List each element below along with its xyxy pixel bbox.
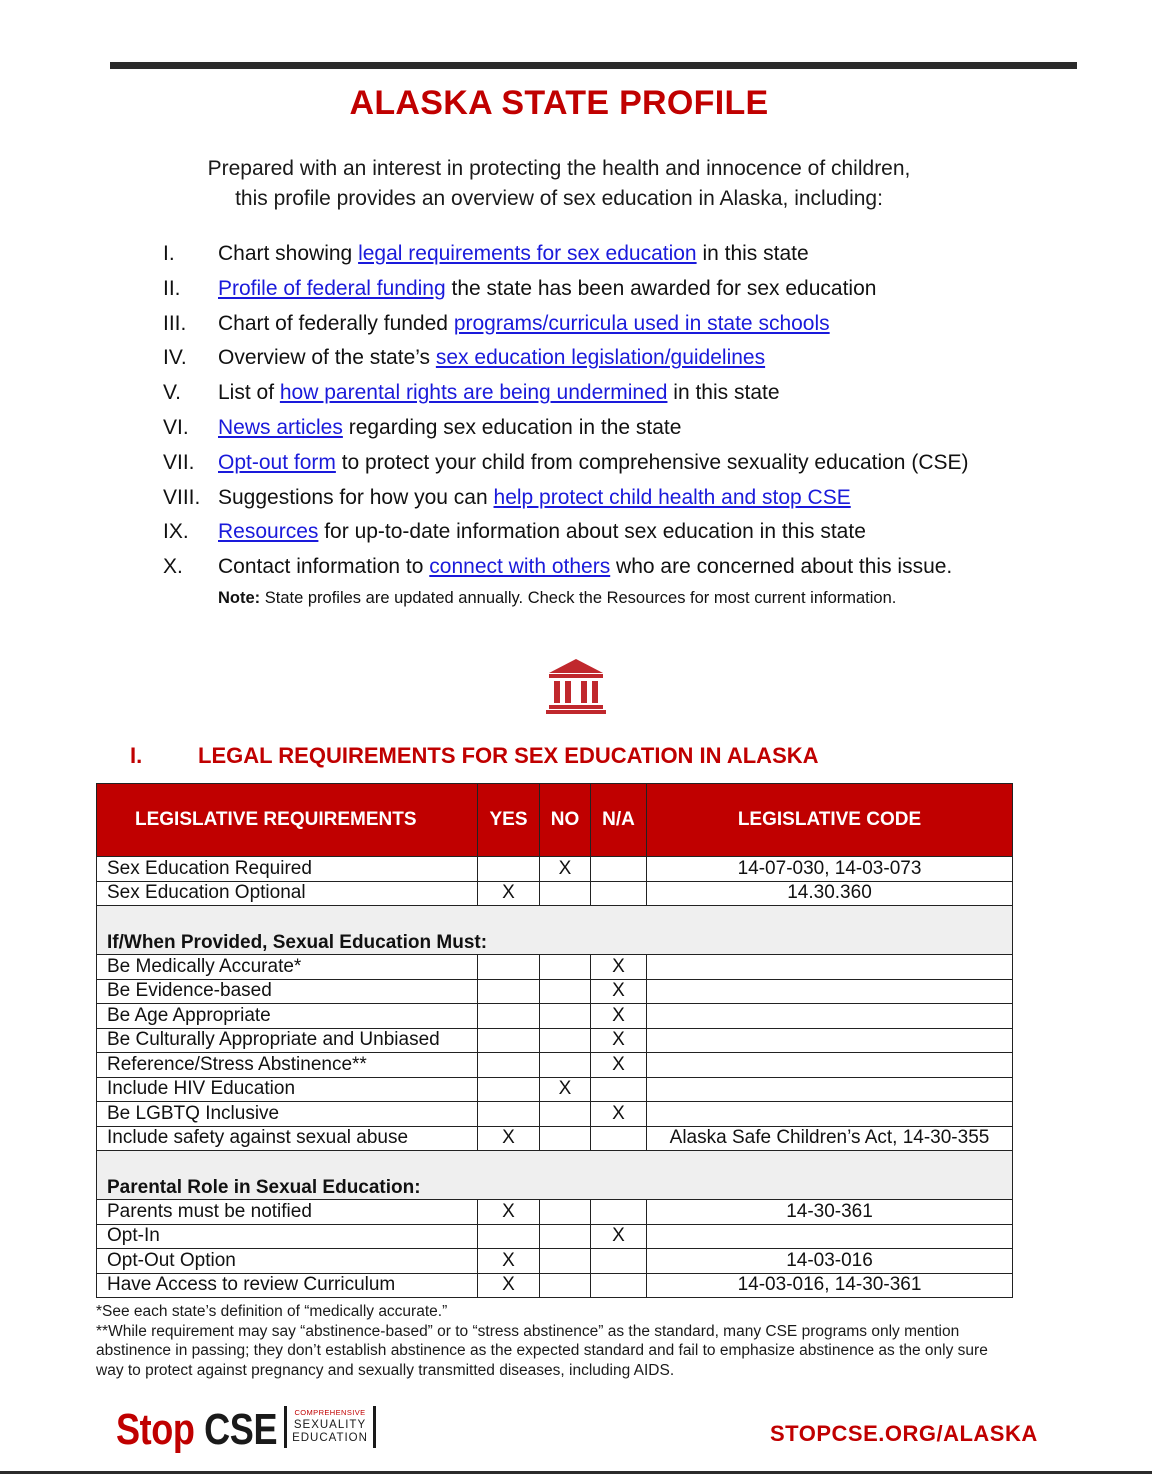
table-of-contents xyxy=(163,240,1063,588)
na-cell xyxy=(591,1126,647,1151)
na-cell: X xyxy=(591,955,647,980)
requirement-cell: Be LGBTQ Inclusive xyxy=(97,1102,478,1127)
no-cell xyxy=(540,1249,591,1274)
table-row xyxy=(97,1249,1013,1274)
na-cell: X xyxy=(591,979,647,1004)
group-label: Parental Role in Sexual Education: xyxy=(97,1151,1013,1200)
site-url[interactable]: STOPCSE.ORG/ALASKA xyxy=(770,1421,1038,1446)
requirement-cell: Opt-In xyxy=(97,1224,478,1249)
yes-cell xyxy=(478,1028,540,1053)
header-requirements: LEGISLATIVE REQUIREMENTS xyxy=(97,784,478,857)
requirements-table xyxy=(96,783,1013,1298)
note-label: Note: xyxy=(218,589,261,607)
note-text: State profiles are updated annually. Check the Resources for most current information. xyxy=(260,589,897,607)
no-cell xyxy=(540,881,591,906)
logo-stop: Stop xyxy=(116,1405,195,1454)
toc-pre: Chart of federally funded xyxy=(218,311,454,335)
requirement-cell: Be Age Appropriate xyxy=(97,1004,478,1029)
no-cell: X xyxy=(540,1077,591,1102)
na-cell xyxy=(591,857,647,882)
toc-number: VI. xyxy=(163,415,189,439)
table-row xyxy=(97,857,1013,882)
table-group-row xyxy=(97,906,1013,955)
no-cell xyxy=(540,979,591,1004)
logo-cse: CSE xyxy=(204,1405,278,1454)
toc-number: IX. xyxy=(163,520,189,544)
na-cell xyxy=(591,1200,647,1225)
yes-cell: X xyxy=(478,1126,540,1151)
table-row xyxy=(97,1028,1013,1053)
bottom-rule xyxy=(0,1471,1152,1474)
toc-number: VII. xyxy=(163,450,195,474)
toc-pre: Suggestions for how you can xyxy=(218,485,494,509)
code-cell xyxy=(647,1077,1013,1102)
na-cell xyxy=(591,1273,647,1298)
na-cell: X xyxy=(591,1004,647,1029)
toc-item xyxy=(163,414,1063,449)
toc-post: in this state xyxy=(696,242,809,265)
table-header-row xyxy=(97,784,1013,857)
code-cell xyxy=(647,979,1013,1004)
toc-link[interactable]: Resources xyxy=(218,520,319,544)
code-cell: 14-03-016 xyxy=(647,1249,1013,1274)
no-cell xyxy=(540,955,591,980)
toc-link[interactable]: Profile of federal funding xyxy=(218,276,446,300)
toc-text xyxy=(218,379,780,407)
no-cell xyxy=(540,1126,591,1151)
logo-line-3: EDUCATION xyxy=(292,1432,368,1444)
logo-bracket xyxy=(284,1406,376,1448)
requirement-cell: Have Access to review Curriculum xyxy=(97,1273,478,1298)
yes-cell xyxy=(478,1102,540,1127)
toc-number: X. xyxy=(163,555,183,579)
toc-link[interactable]: help protect child health and stop CSE xyxy=(493,485,851,509)
table-row xyxy=(97,979,1013,1004)
toc-post: in this state xyxy=(667,381,780,405)
toc-pre: Chart showing xyxy=(218,242,359,265)
code-cell xyxy=(647,1053,1013,1078)
toc-item xyxy=(163,275,1063,310)
toc-link[interactable]: sex education legislation/guidelines xyxy=(435,346,766,370)
no-cell xyxy=(540,1200,591,1225)
requirement-cell: Be Medically Accurate* xyxy=(97,955,478,980)
courthouse-icon xyxy=(545,657,607,715)
no-cell: X xyxy=(540,857,591,882)
header-code: LEGISLATIVE CODE xyxy=(647,784,1013,857)
toc-number: IV. xyxy=(163,346,187,370)
yes-cell: X xyxy=(478,1200,540,1225)
footnote-1: *See each state’s definition of “medically accurate.” xyxy=(96,1303,448,1320)
toc-text xyxy=(218,414,681,442)
code-cell: 14-07-030, 14-03-073 xyxy=(647,857,1013,882)
toc-item xyxy=(163,310,1063,345)
requirement-cell: Be Evidence-based xyxy=(97,979,478,1004)
logo-wordmark xyxy=(116,1405,277,1455)
yes-cell xyxy=(478,955,540,980)
logo-line-1: COMPREHENSIVE xyxy=(294,1408,366,1417)
toc-pre: Overview of the state’s xyxy=(218,346,436,370)
table-group-row xyxy=(97,1151,1013,1200)
table-row xyxy=(97,1053,1013,1078)
toc-text xyxy=(218,518,866,546)
requirement-cell: Include HIV Education xyxy=(97,1077,478,1102)
toc-number: V. xyxy=(163,381,181,405)
yes-cell xyxy=(478,979,540,1004)
code-cell: 14.30.360 xyxy=(647,881,1013,906)
requirement-cell: Be Culturally Appropriate and Unbiased xyxy=(97,1028,478,1053)
toc-link[interactable]: legal requirements for sex education xyxy=(358,242,697,265)
yes-cell: X xyxy=(478,1249,540,1274)
no-cell xyxy=(540,1224,591,1249)
toc-text xyxy=(218,240,809,268)
group-label: If/When Provided, Sexual Education Must: xyxy=(97,906,1013,955)
toc-text xyxy=(218,484,851,512)
table-row xyxy=(97,1102,1013,1127)
requirement-cell: Reference/Stress Abstinence** xyxy=(97,1053,478,1078)
logo-line-2: SEXUALITY xyxy=(293,1419,367,1431)
note xyxy=(218,589,896,608)
toc-post: who are concerned about this issue. xyxy=(610,555,953,579)
stopcse-logo xyxy=(116,1402,368,1458)
toc-item xyxy=(163,484,1063,519)
requirement-cell: Include safety against sexual abuse xyxy=(97,1126,478,1151)
yes-cell xyxy=(478,1004,540,1029)
toc-post: regarding sex education in the state xyxy=(342,415,682,439)
code-cell xyxy=(647,1224,1013,1249)
toc-post: to protect your child from comprehensive sexuality education (CSE) xyxy=(335,450,969,474)
toc-text xyxy=(218,449,969,477)
na-cell: X xyxy=(591,1053,647,1078)
no-cell xyxy=(540,1028,591,1053)
code-cell: 14-03-016, 14-30-361 xyxy=(647,1273,1013,1298)
toc-number: VIII. xyxy=(163,485,201,509)
toc-item xyxy=(163,518,1063,553)
toc-text xyxy=(218,275,876,303)
code-cell xyxy=(647,1004,1013,1029)
na-cell xyxy=(591,881,647,906)
no-cell xyxy=(540,1102,591,1127)
code-cell xyxy=(647,1102,1013,1127)
code-cell xyxy=(647,1028,1013,1053)
table-row xyxy=(97,1126,1013,1151)
yes-cell xyxy=(478,1077,540,1102)
header-na: N/A xyxy=(591,784,647,857)
table-row xyxy=(97,1004,1013,1029)
na-cell: X xyxy=(591,1224,647,1249)
code-cell: 14-30-361 xyxy=(647,1200,1013,1225)
toc-post: for up-to-date information about sex education in this state xyxy=(318,520,866,544)
toc-link[interactable]: connect with others xyxy=(429,555,611,579)
section-heading xyxy=(130,743,819,769)
requirement-cell: Opt-Out Option xyxy=(97,1249,478,1274)
toc-item xyxy=(163,344,1063,379)
code-cell xyxy=(647,955,1013,980)
toc-item xyxy=(163,240,1063,275)
table-row xyxy=(97,955,1013,980)
toc-item xyxy=(163,379,1063,414)
na-cell xyxy=(591,1249,647,1274)
section-title: LEGAL REQUIREMENTS FOR SEX EDUCATION IN ALASKA xyxy=(198,743,819,768)
table-row xyxy=(97,1224,1013,1249)
toc-item xyxy=(163,449,1063,484)
toc-number: III. xyxy=(163,311,187,335)
section-number: I. xyxy=(130,743,143,768)
yes-cell xyxy=(478,1053,540,1078)
header-yes: YES xyxy=(478,784,540,857)
toc-pre: Contact information to xyxy=(218,555,430,579)
toc-pre: List of xyxy=(218,381,280,405)
toc-text xyxy=(218,553,952,581)
code-cell: Alaska Safe Children’s Act, 14-30-355 xyxy=(647,1126,1013,1151)
toc-number: I. xyxy=(163,242,175,265)
header-no: NO xyxy=(540,784,591,857)
table-row xyxy=(97,881,1013,906)
toc-link[interactable]: News articles xyxy=(218,415,343,439)
toc-post: the state has been awarded for sex education xyxy=(445,276,877,300)
yes-cell xyxy=(478,857,540,882)
table-row xyxy=(97,1273,1013,1298)
table-row xyxy=(97,1077,1013,1102)
yes-cell: X xyxy=(478,881,540,906)
no-cell xyxy=(540,1004,591,1029)
na-cell xyxy=(591,1077,647,1102)
requirement-cell: Parents must be notified xyxy=(97,1200,478,1225)
top-rule xyxy=(110,62,1077,69)
toc-link[interactable]: how parental rights are being undermined xyxy=(279,381,668,405)
intro-line-1: Prepared with an interest in protecting the health and innocence of children, xyxy=(207,157,911,180)
yes-cell: X xyxy=(478,1273,540,1298)
intro-line-2: this profile provides an overview of sex education in Alaska, including: xyxy=(235,187,883,210)
na-cell: X xyxy=(591,1028,647,1053)
toc-text xyxy=(218,310,830,338)
yes-cell xyxy=(478,1224,540,1249)
toc-link[interactable]: programs/curricula used in state schools xyxy=(453,311,830,335)
footnote-2: **While requirement may say “abstinence-based” or to “stress abstinence” as the standard, many CSE programs only mention abstinence in passing; they don’t establish abstinence as the expected standard and fail to emphasize abstinence as the only sure way to protect against pregnancy and sexually transmitted diseases, including AIDS. xyxy=(96,1322,988,1379)
table-row xyxy=(97,1200,1013,1225)
footnotes xyxy=(96,1302,1016,1380)
page-title: ALASKA STATE PROFILE xyxy=(349,84,769,122)
toc-number: II. xyxy=(163,276,181,300)
toc-link[interactable]: Opt-out form xyxy=(218,450,336,474)
na-cell: X xyxy=(591,1102,647,1127)
no-cell xyxy=(540,1273,591,1298)
intro-paragraph xyxy=(0,154,1118,214)
no-cell xyxy=(540,1053,591,1078)
toc-item xyxy=(163,553,1063,588)
requirement-cell: Sex Education Optional xyxy=(97,881,478,906)
requirement-cell: Sex Education Required xyxy=(97,857,478,882)
toc-text xyxy=(218,344,765,372)
